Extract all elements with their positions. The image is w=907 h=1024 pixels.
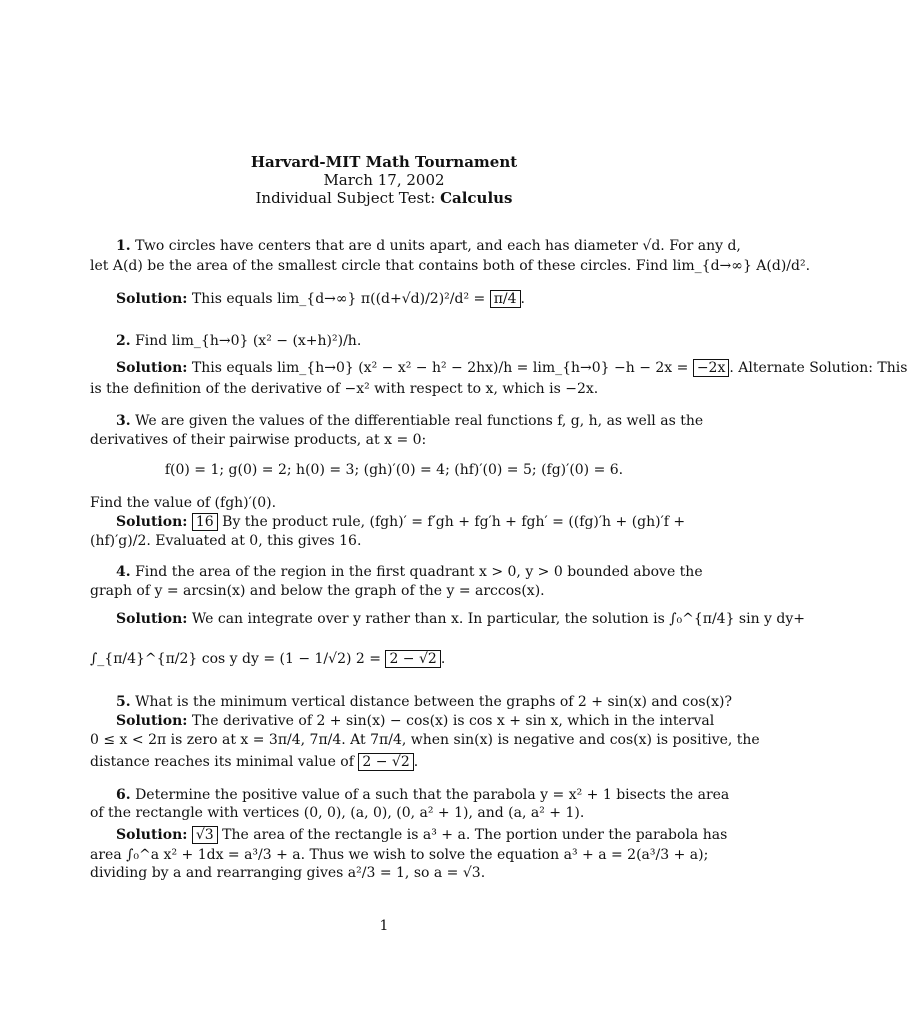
- problem-3-question: Find the value of (fgh)′(0).: [90, 495, 277, 511]
- answer-box: π/4: [490, 290, 521, 308]
- problem-6-solution: Solution: √3 The area of the rectangle is a³ + a. The portion under the parabola has: [116, 827, 728, 843]
- problem-2-solution: Solution: This equals lim_{h→0} (x² − x² − h² − 2hx)/h = lim_{h→0} −h − 2x = −2x . Alternate Solution: This: [116, 360, 907, 376]
- problem-2-text: 2. Find lim_{h→0} (x² − (x+h)²)/h.: [116, 333, 362, 349]
- problem-4-text-cont: graph of y = arcsin(x) and below the graph of the y = arccos(x).: [90, 583, 545, 599]
- problem-3-text-cont: derivatives of their pairwise products, at x = 0:: [90, 432, 427, 448]
- problem-3-solution: Solution: 16 By the product rule, (fgh)′ = f′gh + fg′h + fgh′ = ((fg)′h + (gh)′f +: [116, 514, 686, 530]
- problem-4-solution-cont: ∫_{π/4}^{π/2} cos y dy = (1 − 1/√2) 2 = 2 − √2 .: [90, 651, 446, 667]
- answer-box: √3: [192, 826, 218, 844]
- answer-box: 2 − √2: [385, 650, 440, 668]
- document-title: Harvard-MIT Math Tournament: [250, 153, 518, 171]
- answer-box: 16: [192, 513, 218, 531]
- problem-1-text: 1. Two circles have centers that are d units apart, and each has diameter √d. For any d,: [116, 238, 741, 254]
- problem-5-solution: Solution: The derivative of 2 + sin(x) − cos(x) is cos x + sin x, which in the interval: [116, 713, 715, 729]
- problem-3-solution-cont: (hf)′g)/2. Evaluated at 0, this gives 16.: [90, 533, 362, 549]
- problem-2-solution-cont: is the definition of the derivative of −x² with respect to x, which is −2x.: [90, 381, 599, 397]
- problem-5-solution-end: distance reaches its minimal value of 2 − √2 .: [90, 754, 419, 770]
- problem-5-solution-cont: 0 ≤ x < 2π is zero at x = 3π/4, 7π/4. At 7π/4, when sin(x) is negative and cos(x) is positive, the: [90, 732, 760, 748]
- problem-6-text: 6. Determine the positive value of a such that the parabola y = x² + 1 bisects the area: [116, 787, 730, 803]
- problem-1-solution: Solution: This equals lim_{d→∞} π((d+√d)/2)²/d² = π/4 .: [116, 291, 525, 307]
- document-subtitle: Individual Subject Test: Calculus: [255, 189, 513, 207]
- document-date: March 17, 2002: [323, 171, 445, 189]
- problem-6-text-cont: of the rectangle with vertices (0, 0), (a, 0), (0, a² + 1), and (a, a² + 1).: [90, 805, 585, 821]
- problem-5-text: 5. What is the minimum vertical distance between the graphs of 2 + sin(x) and cos(x)?: [116, 694, 732, 710]
- problem-1-text-cont: let A(d) be the area of the smallest circle that contains both of these circles. Find lim_{d→∞} A(d)/d².: [90, 258, 811, 274]
- problem-3-given-values: f(0) = 1; g(0) = 2; h(0) = 3; (gh)′(0) = 4; (hf)′(0) = 5; (fg)′(0) = 6.: [164, 462, 624, 478]
- problem-4-solution: Solution: We can integrate over y rather than x. In particular, the solution is ∫₀^{π/4} sin y dy+: [116, 611, 806, 627]
- answer-box: 2 − √2: [358, 753, 413, 771]
- problem-3-text: 3. We are given the values of the differentiable real functions f, g, h, as well as the: [116, 413, 704, 429]
- problem-6-solution-end: dividing by a and rearranging gives a²/3 = 1, so a = √3.: [90, 865, 486, 881]
- problem-4-text: 4. Find the area of the region in the first quadrant x > 0, y > 0 bounded above the: [116, 564, 703, 580]
- problem-6-solution-cont: area ∫₀^a x² + 1dx = a³/3 + a. Thus we wish to solve the equation a³ + a = 2(a³/3 + a);: [90, 847, 709, 863]
- answer-box: −2x: [693, 359, 730, 377]
- page-number: 1: [379, 918, 389, 934]
